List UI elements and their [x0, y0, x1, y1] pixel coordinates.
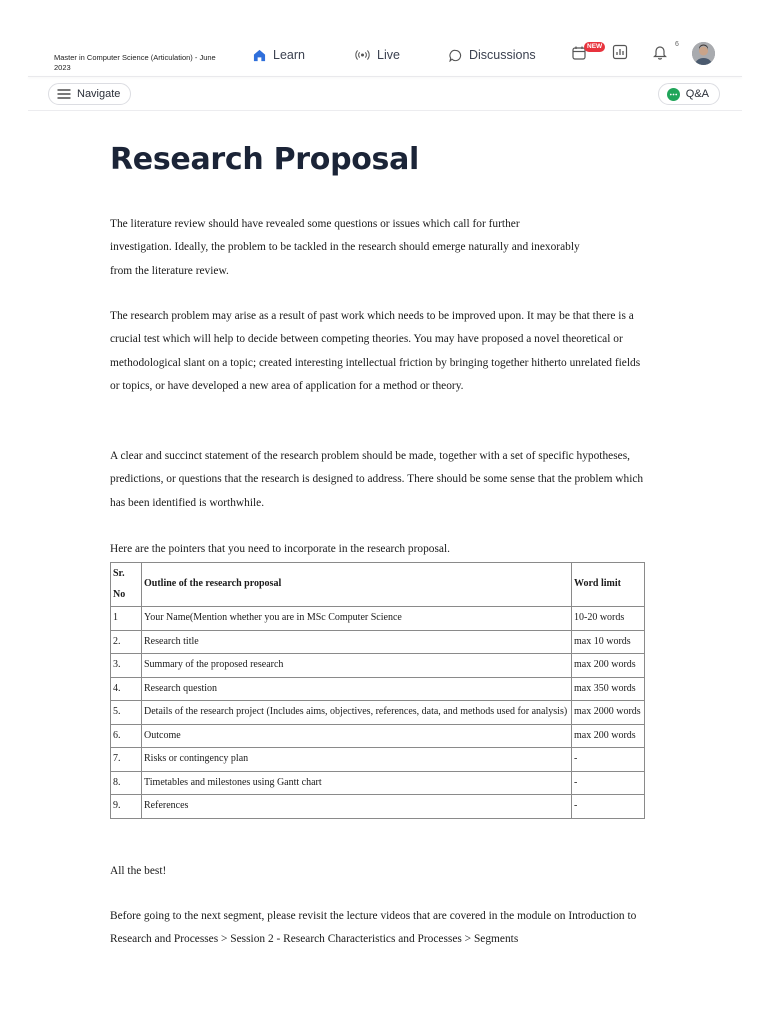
col-header-sr-no: Sr. No [111, 563, 142, 607]
cell-sr-no: 8. [111, 771, 142, 795]
col-header-word-limit: Word limit [572, 563, 645, 607]
cell-sr-no: 2. [111, 630, 142, 654]
top-header [28, 30, 742, 76]
content-header [110, 140, 650, 180]
cell-word-limit: max 200 words [572, 654, 645, 678]
navigate-label: Navigate [77, 88, 121, 100]
cell-word-limit: - [572, 771, 645, 795]
paragraph-problem-statement: A clear and succinct statement of the research problem should be made, together with a set of specific hypotheses, predictions, or questions that the research is designed to address. There should be some sense that the problem which has been identified is worthwhile. [110, 450, 644, 509]
header-divider [28, 76, 742, 77]
cell-sr-no: 1 [111, 607, 142, 631]
table-row [111, 771, 645, 795]
cell-outline: Outcome [142, 724, 572, 748]
qa-label: Q&A [685, 88, 709, 100]
paragraph-literature-review: The literature review should have revealed some questions or issues which call for further investigation. Ideally, the problem to be tackled in the research should emerge naturally and inexorably from the literature review. [110, 218, 580, 277]
table-row [111, 654, 645, 678]
table-row [111, 607, 645, 631]
notifications-button[interactable] [652, 44, 674, 66]
qa-button[interactable] [658, 83, 720, 105]
cell-outline: Risks or contingency plan [142, 748, 572, 772]
cell-word-limit: - [572, 748, 645, 772]
table-row [111, 748, 645, 772]
cell-sr-no: 3. [111, 654, 142, 678]
nav-discussions-label: Discussions [469, 48, 536, 62]
qa-chat-icon [667, 88, 680, 101]
notification-count: 6 [675, 41, 679, 48]
avatar[interactable] [692, 42, 715, 65]
nav-live[interactable] [355, 46, 400, 64]
chat-bubble-icon [449, 49, 462, 62]
home-icon [253, 49, 266, 62]
table-row [111, 630, 645, 654]
table-row [111, 677, 645, 701]
cell-word-limit: max 10 words [572, 630, 645, 654]
table-header-row [111, 563, 645, 607]
proposal-outline-table [110, 562, 645, 819]
navigate-button[interactable] [48, 83, 131, 105]
cell-sr-no: 4. [111, 677, 142, 701]
bell-icon [652, 44, 668, 60]
cell-word-limit: max 350 words [572, 677, 645, 701]
paragraph-research-problem: The research problem may arise as a result of past work which needs to be improved upon. It may be that there is a crucial test which will help to decide between competing theories. You may have proposed a novel theoretical or methodological slant on a topic; created interesting intellectual friction by bringing together hitherto unrelated fields or topics, or have developed a new area of application for a method or theory. [110, 310, 641, 392]
footer-note: Before going to the next segment, please revisit the lecture videos that are covered in the module on Introduction to Research and Processes > Session 2 - Research Characteristics and Processes > Segments [110, 910, 637, 946]
cell-word-limit: max 2000 words [572, 701, 645, 725]
cell-word-limit: - [572, 795, 645, 819]
cell-outline: Details of the research project (Includes aims, objectives, references, data, and methods used for analysis) [142, 701, 572, 725]
page-title: Research Proposal [110, 142, 420, 177]
cell-sr-no: 7. [111, 748, 142, 772]
cell-sr-no: 5. [111, 701, 142, 725]
cell-word-limit: 10-20 words [572, 607, 645, 631]
user-avatar-icon [692, 42, 715, 65]
bar-chart-icon [612, 44, 628, 60]
table-row [111, 701, 645, 725]
nav-discussions[interactable] [449, 46, 536, 64]
cell-sr-no: 6. [111, 724, 142, 748]
cell-outline: References [142, 795, 572, 819]
new-badge: NEW [584, 42, 605, 52]
paragraph-pointers-intro: Here are the pointers that you need to incorporate in the research proposal. [110, 543, 451, 555]
menu-icon [57, 89, 71, 99]
closing-text: All the best! [110, 865, 167, 877]
col-header-outline: Outline of the research proposal [142, 563, 572, 607]
table-row [111, 795, 645, 819]
cell-outline: Your Name(Mention whether you are in MSc Computer Science [142, 607, 572, 631]
sub-toolbar [28, 78, 742, 110]
live-broadcast-icon [355, 49, 370, 61]
cell-word-limit: max 200 words [572, 724, 645, 748]
subbar-divider [28, 110, 742, 111]
cell-outline: Research title [142, 630, 572, 654]
cell-outline: Timetables and milestones using Gantt chart [142, 771, 572, 795]
cell-outline: Research question [142, 677, 572, 701]
course-title[interactable]: Master in Computer Science (Articulation) - June 2023 [54, 53, 216, 72]
cell-outline: Summary of the proposed research [142, 654, 572, 678]
nav-learn[interactable] [253, 46, 305, 64]
cell-sr-no: 9. [111, 795, 142, 819]
nav-live-label: Live [377, 48, 400, 62]
progress-button[interactable] [612, 44, 634, 66]
nav-learn-label: Learn [273, 48, 305, 62]
table-row [111, 724, 645, 748]
